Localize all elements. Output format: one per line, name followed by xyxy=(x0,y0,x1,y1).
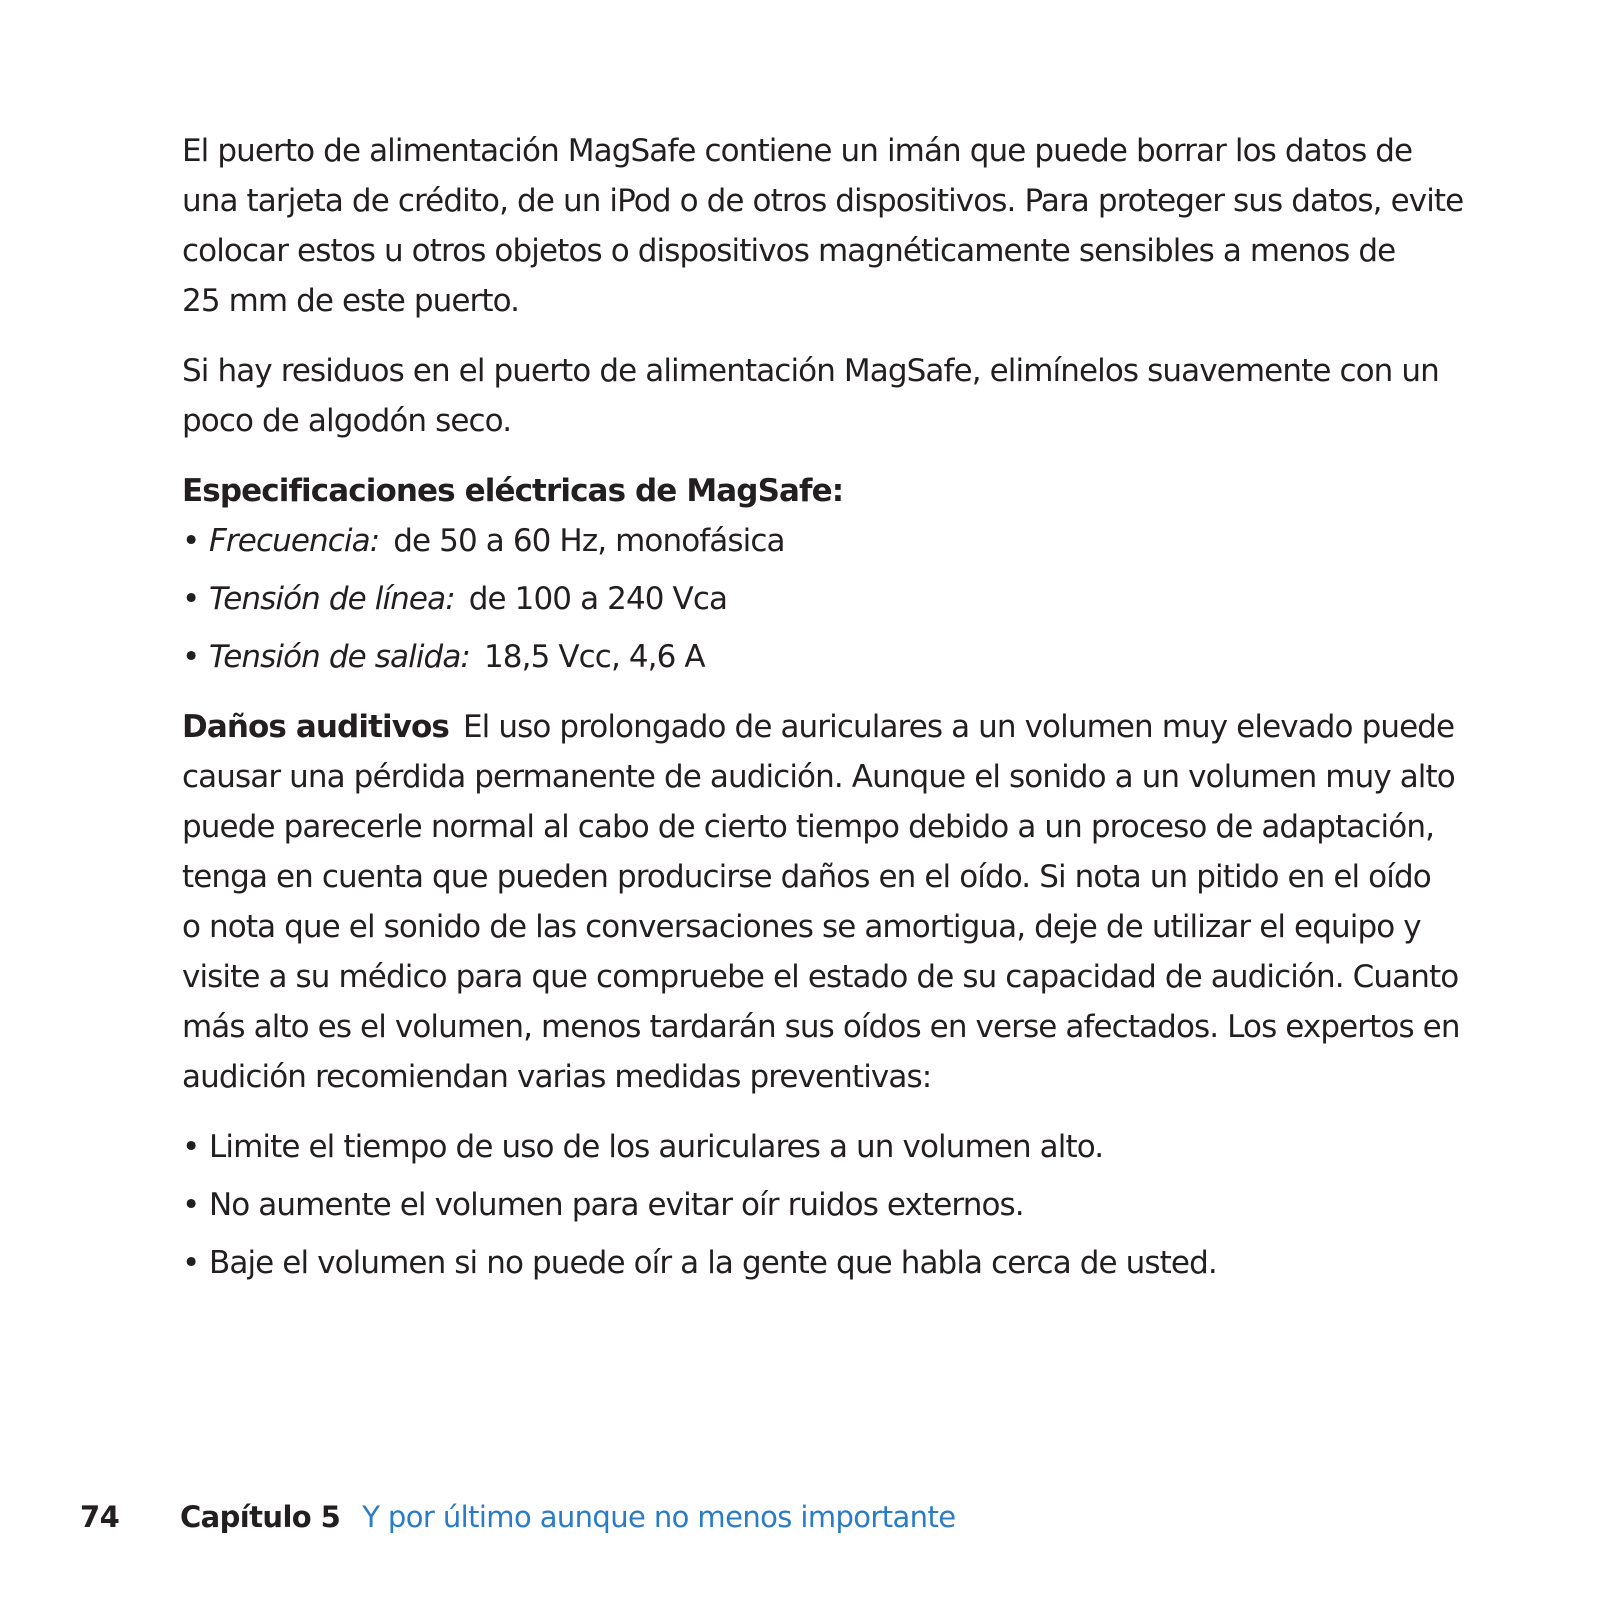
text-line: visite a su médico para que compruebe el estado de su capacidad de audición. Cuanto xyxy=(182,959,1459,995)
list-item xyxy=(182,516,1482,566)
text-line: Si hay residuos en el puerto de alimentación MagSafe, elimínelos suavemente con un xyxy=(182,353,1439,389)
page-footer xyxy=(80,1497,955,1537)
chapter-title: Y por último aunque no menos importante xyxy=(362,1500,956,1534)
magsafe-paragraph xyxy=(182,126,1482,326)
text-line: puede parecerle normal al cabo de cierto tiempo debido a un proceso de adaptación, xyxy=(182,809,1435,845)
residue-paragraph xyxy=(182,346,1482,446)
spec-term: Frecuencia: xyxy=(209,523,380,559)
spec-value: de 100 a 240 Vca xyxy=(468,581,728,617)
bullet-icon: • xyxy=(182,1245,200,1281)
list-item xyxy=(182,632,1482,682)
bullet-icon: • xyxy=(182,1129,200,1165)
spec-value: de 50 a 60 Hz, monofásica xyxy=(393,523,785,559)
bullet-icon: • xyxy=(182,523,200,559)
text-line: una tarjeta de crédito, de un iPod o de otros dispositivos. Para proteger sus datos, evite xyxy=(182,183,1464,219)
tip-text: Baje el volumen si no puede oír a la gente que habla cerca de usted. xyxy=(209,1245,1217,1281)
specs-heading: Especificaciones eléctricas de MagSafe: xyxy=(182,473,844,509)
spec-value: 18,5 Vcc, 4,6 A xyxy=(483,639,705,675)
text-line: causar una pérdida permanente de audición. Aunque el sonido a un volumen muy alto xyxy=(182,759,1455,795)
bullet-icon: • xyxy=(182,581,200,617)
text-line: poco de algodón seco. xyxy=(182,403,512,439)
text-line: más alto es el volumen, menos tardarán sus oídos en verse afectados. Los expertos en xyxy=(182,1009,1460,1045)
list-item xyxy=(182,1180,1482,1230)
list-item xyxy=(182,1238,1482,1288)
text-line xyxy=(182,702,1482,752)
text-line: El puerto de alimentación MagSafe contiene un imán que puede borrar los datos de xyxy=(182,133,1413,169)
chapter-label: Capítulo 5 xyxy=(180,1500,341,1534)
hearing-tips-list xyxy=(182,1122,1482,1288)
text-line: colocar estos u otros objetos o dispositivos magnéticamente sensibles a menos de xyxy=(182,233,1396,269)
hearing-line-text: El uso prolongado de auriculares a un volumen muy elevado puede xyxy=(462,709,1455,745)
text-line: tenga en cuenta que pueden producirse daños en el oído. Si nota un pitido en el oído xyxy=(182,859,1431,895)
spec-term: Tensión de línea: xyxy=(209,581,455,617)
tip-text: No aumente el volumen para evitar oír ruidos externos. xyxy=(209,1187,1024,1223)
list-item xyxy=(182,1122,1482,1172)
text-line: o nota que el sonido de las conversaciones se amortigua, deje de utilizar el equipo y xyxy=(182,909,1421,945)
page-number: 74 xyxy=(80,1500,120,1534)
bullet-icon: • xyxy=(182,1187,200,1223)
hearing-paragraph xyxy=(182,702,1482,1102)
bullet-icon: • xyxy=(182,639,200,675)
text-line: audición recomiendan varias medidas preventivas: xyxy=(182,1059,932,1095)
page-content xyxy=(182,126,1482,1308)
text-line: 25 mm de este puerto. xyxy=(182,283,520,319)
list-item xyxy=(182,574,1482,624)
tip-text: Limite el tiempo de uso de los auriculares a un volumen alto. xyxy=(209,1129,1104,1165)
hearing-heading: Daños auditivos xyxy=(182,709,449,745)
specs-list xyxy=(182,516,1482,682)
spec-term: Tensión de salida: xyxy=(209,639,470,675)
